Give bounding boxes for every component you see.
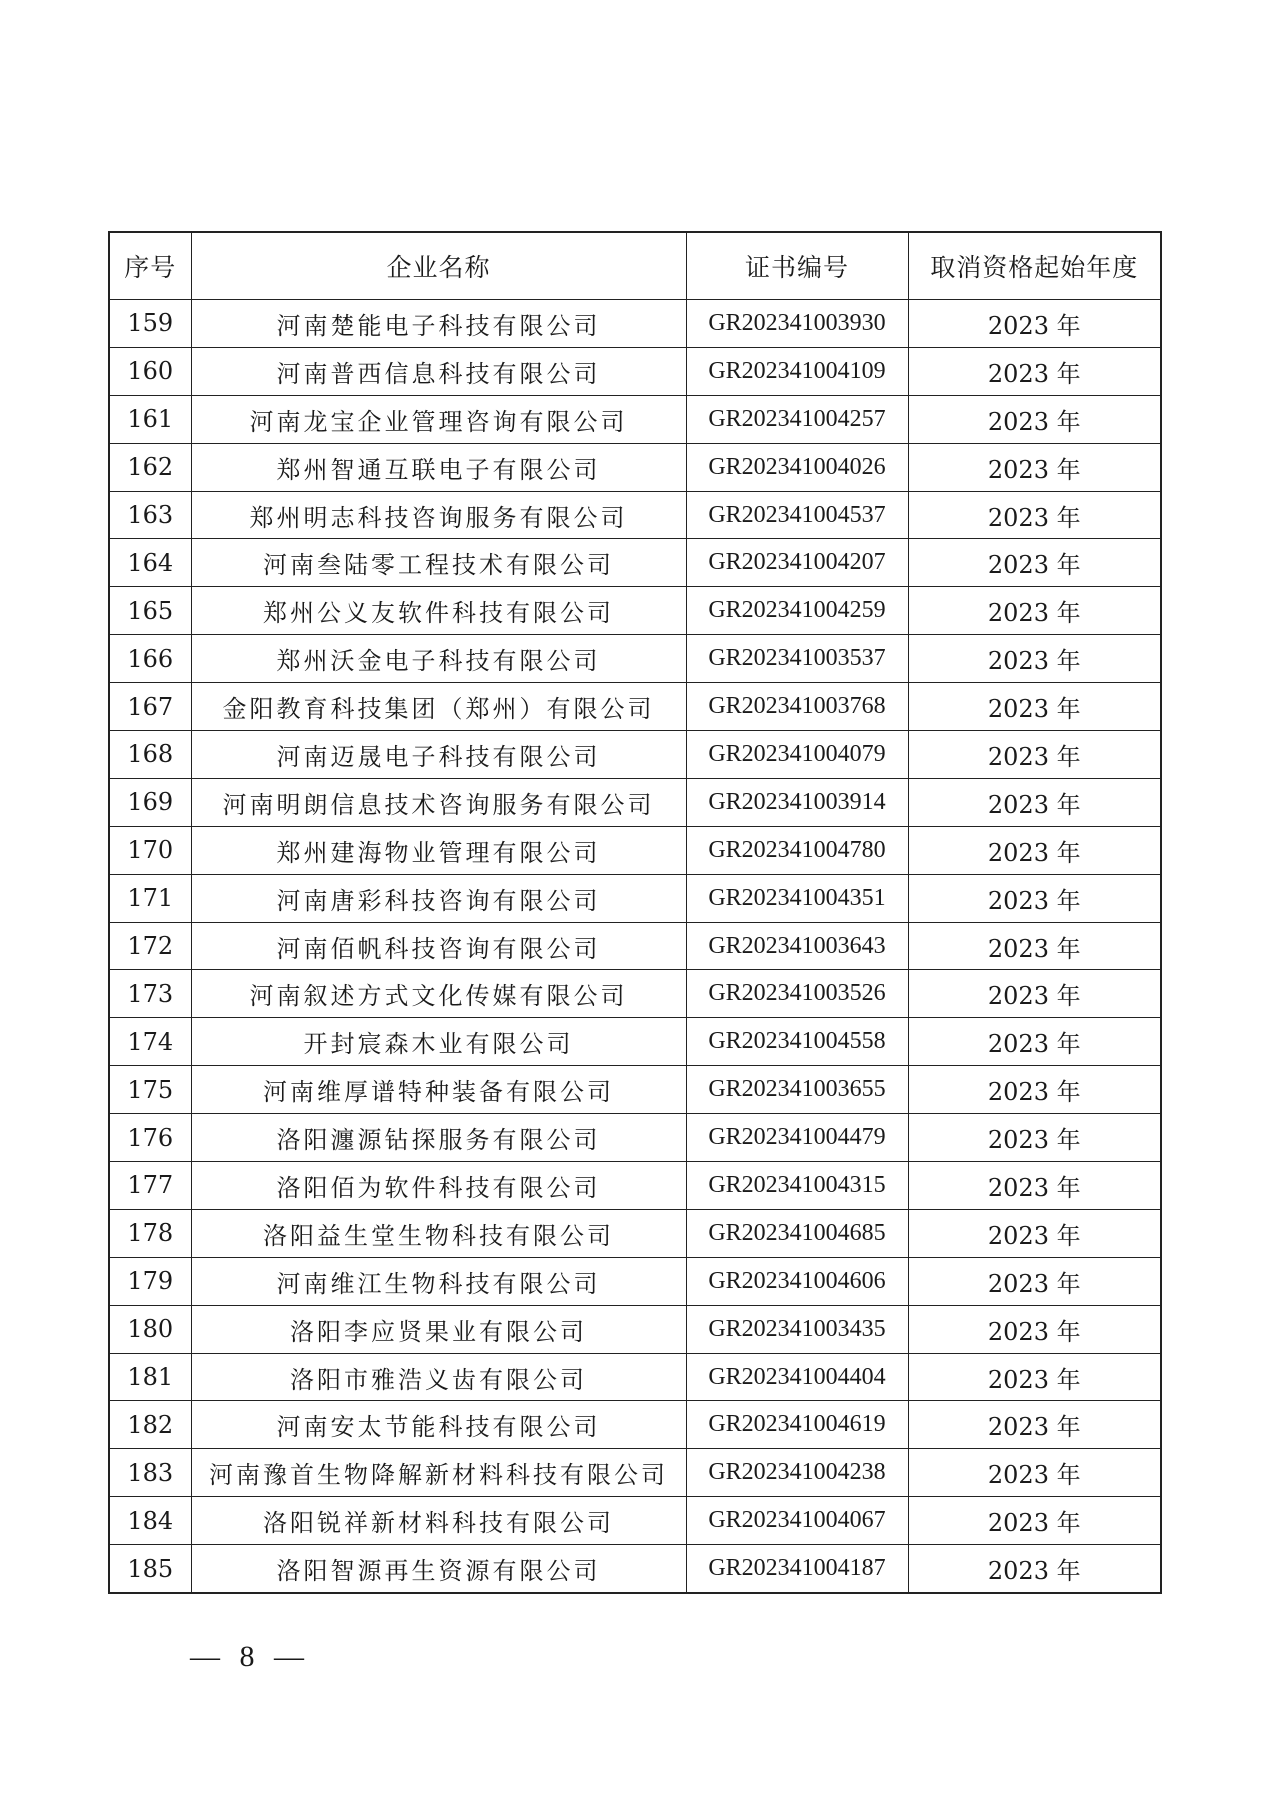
cell-company-name: 河南迈晟电子科技有限公司	[191, 731, 686, 779]
header-company-name: 企业名称	[191, 232, 686, 300]
cell-certificate-number: GR202341003643	[686, 922, 908, 970]
cell-certificate-number: GR202341004351	[686, 874, 908, 922]
cell-certificate-number: GR202341004259	[686, 587, 908, 635]
cell-certificate-number: GR202341004479	[686, 1114, 908, 1162]
cell-certificate-number: GR202341004685	[686, 1209, 908, 1257]
cell-index: 167	[109, 683, 191, 731]
table-row	[109, 826, 1161, 874]
header-revocation-year: 取消资格起始年度	[908, 232, 1161, 300]
cell-certificate-number: GR202341004537	[686, 491, 908, 539]
cell-revocation-year: 2023 年	[908, 1162, 1161, 1210]
cell-revocation-year: 2023 年	[908, 395, 1161, 443]
cell-company-name: 河南佰帆科技咨询有限公司	[191, 922, 686, 970]
cell-revocation-year: 2023 年	[908, 922, 1161, 970]
cell-company-name: 河南明朗信息技术咨询服务有限公司	[191, 778, 686, 826]
cell-revocation-year: 2023 年	[908, 539, 1161, 587]
cell-revocation-year: 2023 年	[908, 1066, 1161, 1114]
cell-company-name: 河南普西信息科技有限公司	[191, 347, 686, 395]
table-row	[109, 922, 1161, 970]
cell-certificate-number: GR202341004257	[686, 395, 908, 443]
table-row	[109, 1545, 1161, 1593]
table-row	[109, 683, 1161, 731]
cell-index: 183	[109, 1449, 191, 1497]
table-row	[109, 1066, 1161, 1114]
table-row	[109, 778, 1161, 826]
cell-index: 164	[109, 539, 191, 587]
cell-company-name: 郑州沃金电子科技有限公司	[191, 635, 686, 683]
cell-company-name: 洛阳佰为软件科技有限公司	[191, 1162, 686, 1210]
cell-index: 176	[109, 1114, 191, 1162]
cell-revocation-year: 2023 年	[908, 826, 1161, 874]
page-number: — 8 —	[190, 1640, 310, 1673]
cell-certificate-number: GR202341004207	[686, 539, 908, 587]
cell-certificate-number: GR202341004109	[686, 347, 908, 395]
cell-index: 170	[109, 826, 191, 874]
table-row	[109, 395, 1161, 443]
cell-certificate-number: GR202341004558	[686, 1018, 908, 1066]
table-row	[109, 1114, 1161, 1162]
cell-index: 180	[109, 1305, 191, 1353]
cell-company-name: 河南叁陆零工程技术有限公司	[191, 539, 686, 587]
cell-certificate-number: GR202341004026	[686, 443, 908, 491]
cell-company-name: 金阳教育科技集团（郑州）有限公司	[191, 683, 686, 731]
table-row	[109, 1162, 1161, 1210]
table-row	[109, 491, 1161, 539]
cell-revocation-year: 2023 年	[908, 1401, 1161, 1449]
cell-index: 174	[109, 1018, 191, 1066]
cell-revocation-year: 2023 年	[908, 1114, 1161, 1162]
cell-company-name: 郑州智通互联电子有限公司	[191, 443, 686, 491]
cell-company-name: 郑州明志科技咨询服务有限公司	[191, 491, 686, 539]
cell-revocation-year: 2023 年	[908, 874, 1161, 922]
cell-index: 182	[109, 1401, 191, 1449]
table-row	[109, 635, 1161, 683]
header-index: 序号	[109, 232, 191, 300]
cell-revocation-year: 2023 年	[908, 443, 1161, 491]
cell-company-name: 洛阳李应贤果业有限公司	[191, 1305, 686, 1353]
cell-revocation-year: 2023 年	[908, 635, 1161, 683]
cell-index: 175	[109, 1066, 191, 1114]
cell-company-name: 洛阳市雅浩义齿有限公司	[191, 1353, 686, 1401]
cell-certificate-number: GR202341003537	[686, 635, 908, 683]
cell-revocation-year: 2023 年	[908, 683, 1161, 731]
table-row	[109, 731, 1161, 779]
cell-index: 173	[109, 970, 191, 1018]
cell-company-name: 河南唐彩科技咨询有限公司	[191, 874, 686, 922]
cell-index: 178	[109, 1209, 191, 1257]
cell-revocation-year: 2023 年	[908, 587, 1161, 635]
cell-revocation-year: 2023 年	[908, 1209, 1161, 1257]
table-row	[109, 1305, 1161, 1353]
cell-certificate-number: GR202341003930	[686, 300, 908, 348]
cell-company-name: 河南安太节能科技有限公司	[191, 1401, 686, 1449]
cell-index: 169	[109, 778, 191, 826]
cell-company-name: 洛阳锐祥新材料科技有限公司	[191, 1497, 686, 1545]
table-row	[109, 874, 1161, 922]
cell-certificate-number: GR202341003526	[686, 970, 908, 1018]
cell-certificate-number: GR202341004187	[686, 1545, 908, 1593]
cell-index: 166	[109, 635, 191, 683]
cell-index: 165	[109, 587, 191, 635]
table-row	[109, 1353, 1161, 1401]
cell-index: 185	[109, 1545, 191, 1593]
cell-company-name: 洛阳瀍源钻探服务有限公司	[191, 1114, 686, 1162]
cell-revocation-year: 2023 年	[908, 1449, 1161, 1497]
cell-company-name: 河南叙述方式文化传媒有限公司	[191, 970, 686, 1018]
cell-certificate-number: GR202341004315	[686, 1162, 908, 1210]
table-row	[109, 1209, 1161, 1257]
cell-index: 179	[109, 1257, 191, 1305]
cell-company-name: 郑州公义友软件科技有限公司	[191, 587, 686, 635]
cell-revocation-year: 2023 年	[908, 1353, 1161, 1401]
cell-company-name: 河南龙宝企业管理咨询有限公司	[191, 395, 686, 443]
table-row	[109, 347, 1161, 395]
cell-index: 160	[109, 347, 191, 395]
cell-company-name: 河南维江生物科技有限公司	[191, 1257, 686, 1305]
cell-revocation-year: 2023 年	[908, 731, 1161, 779]
cell-index: 172	[109, 922, 191, 970]
enterprise-table	[108, 231, 1162, 1594]
table-header-row	[109, 232, 1161, 300]
cell-index: 184	[109, 1497, 191, 1545]
cell-company-name: 洛阳益生堂生物科技有限公司	[191, 1209, 686, 1257]
cell-index: 161	[109, 395, 191, 443]
table-row	[109, 1401, 1161, 1449]
cell-revocation-year: 2023 年	[908, 491, 1161, 539]
cell-revocation-year: 2023 年	[908, 778, 1161, 826]
cell-index: 181	[109, 1353, 191, 1401]
cell-index: 159	[109, 300, 191, 348]
cell-revocation-year: 2023 年	[908, 300, 1161, 348]
cell-company-name: 郑州建海物业管理有限公司	[191, 826, 686, 874]
table-row	[109, 300, 1161, 348]
cell-certificate-number: GR202341004079	[686, 731, 908, 779]
cell-index: 171	[109, 874, 191, 922]
table-row	[109, 1497, 1161, 1545]
cell-certificate-number: GR202341004619	[686, 1401, 908, 1449]
cell-certificate-number: GR202341004238	[686, 1449, 908, 1497]
table-row	[109, 1449, 1161, 1497]
cell-company-name: 开封宸森木业有限公司	[191, 1018, 686, 1066]
cell-revocation-year: 2023 年	[908, 1018, 1161, 1066]
cell-revocation-year: 2023 年	[908, 1305, 1161, 1353]
table-row	[109, 970, 1161, 1018]
table-row	[109, 539, 1161, 587]
cell-company-name: 河南豫首生物降解新材料科技有限公司	[191, 1449, 686, 1497]
cell-certificate-number: GR202341003768	[686, 683, 908, 731]
cell-certificate-number: GR202341004404	[686, 1353, 908, 1401]
cell-revocation-year: 2023 年	[908, 347, 1161, 395]
table-row	[109, 1257, 1161, 1305]
cell-certificate-number: GR202341003435	[686, 1305, 908, 1353]
cell-index: 162	[109, 443, 191, 491]
cell-revocation-year: 2023 年	[908, 970, 1161, 1018]
cell-index: 168	[109, 731, 191, 779]
table-row	[109, 1018, 1161, 1066]
cell-revocation-year: 2023 年	[908, 1497, 1161, 1545]
cell-certificate-number: GR202341004606	[686, 1257, 908, 1305]
cell-certificate-number: GR202341003655	[686, 1066, 908, 1114]
cell-revocation-year: 2023 年	[908, 1257, 1161, 1305]
cell-company-name: 洛阳智源再生资源有限公司	[191, 1545, 686, 1593]
cell-company-name: 河南楚能电子科技有限公司	[191, 300, 686, 348]
table-body	[109, 300, 1161, 1594]
cell-certificate-number: GR202341004780	[686, 826, 908, 874]
header-certificate-number: 证书编号	[686, 232, 908, 300]
cell-certificate-number: GR202341003914	[686, 778, 908, 826]
cell-revocation-year: 2023 年	[908, 1545, 1161, 1593]
cell-certificate-number: GR202341004067	[686, 1497, 908, 1545]
cell-company-name: 河南维厚谱特种装备有限公司	[191, 1066, 686, 1114]
cell-index: 163	[109, 491, 191, 539]
table-row	[109, 443, 1161, 491]
table-row	[109, 587, 1161, 635]
cell-index: 177	[109, 1162, 191, 1210]
